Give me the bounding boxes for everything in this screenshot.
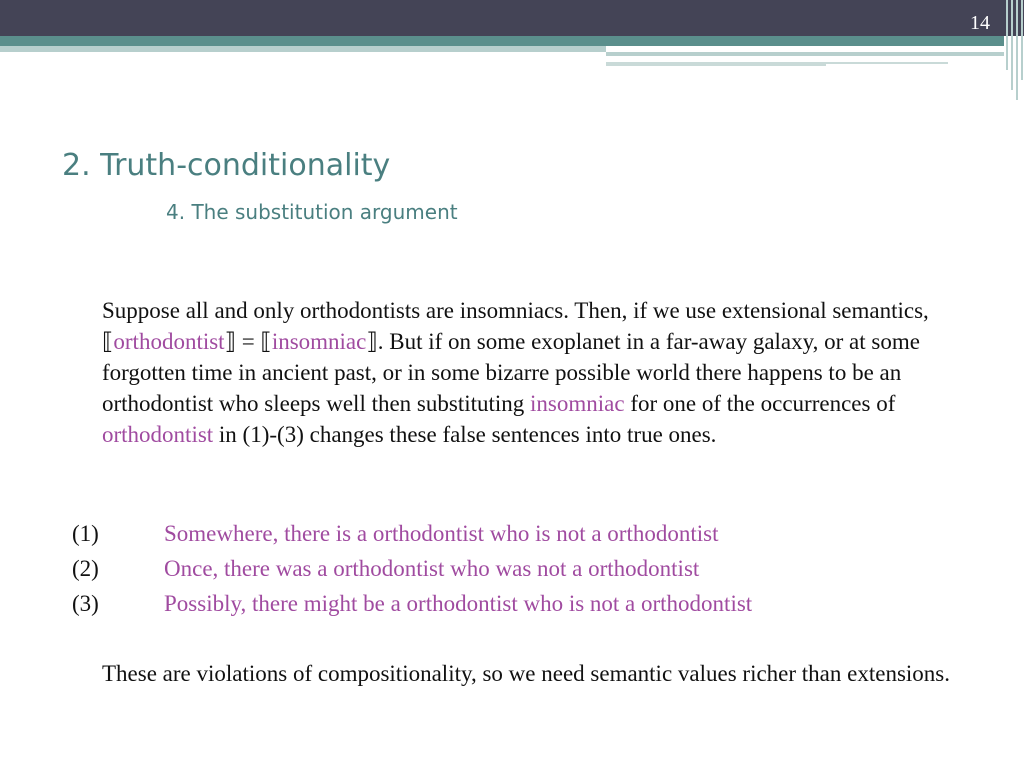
example-sentence: Once, there was a orthodontist who was not a orthodontist: [164, 556, 700, 581]
example-item: [72, 586, 972, 621]
header-band-teal: [0, 36, 1004, 46]
term-insomniac: insomniac: [530, 391, 625, 416]
example-item: [72, 516, 972, 551]
header-band-dark: [0, 0, 1024, 36]
term-orthodontist: orthodontist: [102, 422, 214, 447]
term-orthodontist: orthodontist: [113, 329, 225, 354]
body-paragraph: [102, 295, 972, 450]
paragraph-text: in (1)-(3) changes these false sentences into true ones.: [213, 422, 717, 447]
term-insomniac: insomniac: [271, 329, 367, 354]
slide-title: 2. Truth-conditionality: [62, 148, 391, 183]
paragraph-text: for one of the occurrences of: [624, 391, 896, 416]
page-number: 14: [970, 12, 990, 34]
conclusion-paragraph: These are violations of compositionality, so we need semantic values richer than extensions.: [102, 661, 950, 686]
example-number: (3): [72, 591, 99, 616]
header-thin-line-2: [826, 62, 948, 64]
header-band-light: [0, 46, 606, 52]
slide-subtitle: 4. The substitution argument: [166, 200, 458, 224]
header-thin-line: [606, 62, 826, 66]
example-number: (1): [72, 521, 99, 546]
paragraph-text: Suppose all and only orthodontists are insomniacs. Then, if we use extensional semantics, ⟦: [102, 298, 929, 354]
paragraph-text: ⟧. But if on some exoplanet in a far-away galaxy, or at some forgotten time in ancient past, or in some bizarre possible world there happens to be an orthodontist who sleeps well then substituting: [102, 329, 920, 416]
paragraph-text: ⟧ = ⟦: [224, 329, 272, 354]
example-item: [72, 551, 972, 586]
header-band-light-right: [606, 52, 1004, 56]
example-sentence: Somewhere, there is a orthodontist who is not a orthodontist: [164, 521, 719, 546]
example-sentence: Possibly, there might be a orthodontist who is not a orthodontist: [164, 591, 753, 616]
header-right-bars: [1004, 0, 1024, 100]
example-list: [72, 516, 972, 621]
example-number: (2): [72, 556, 99, 581]
